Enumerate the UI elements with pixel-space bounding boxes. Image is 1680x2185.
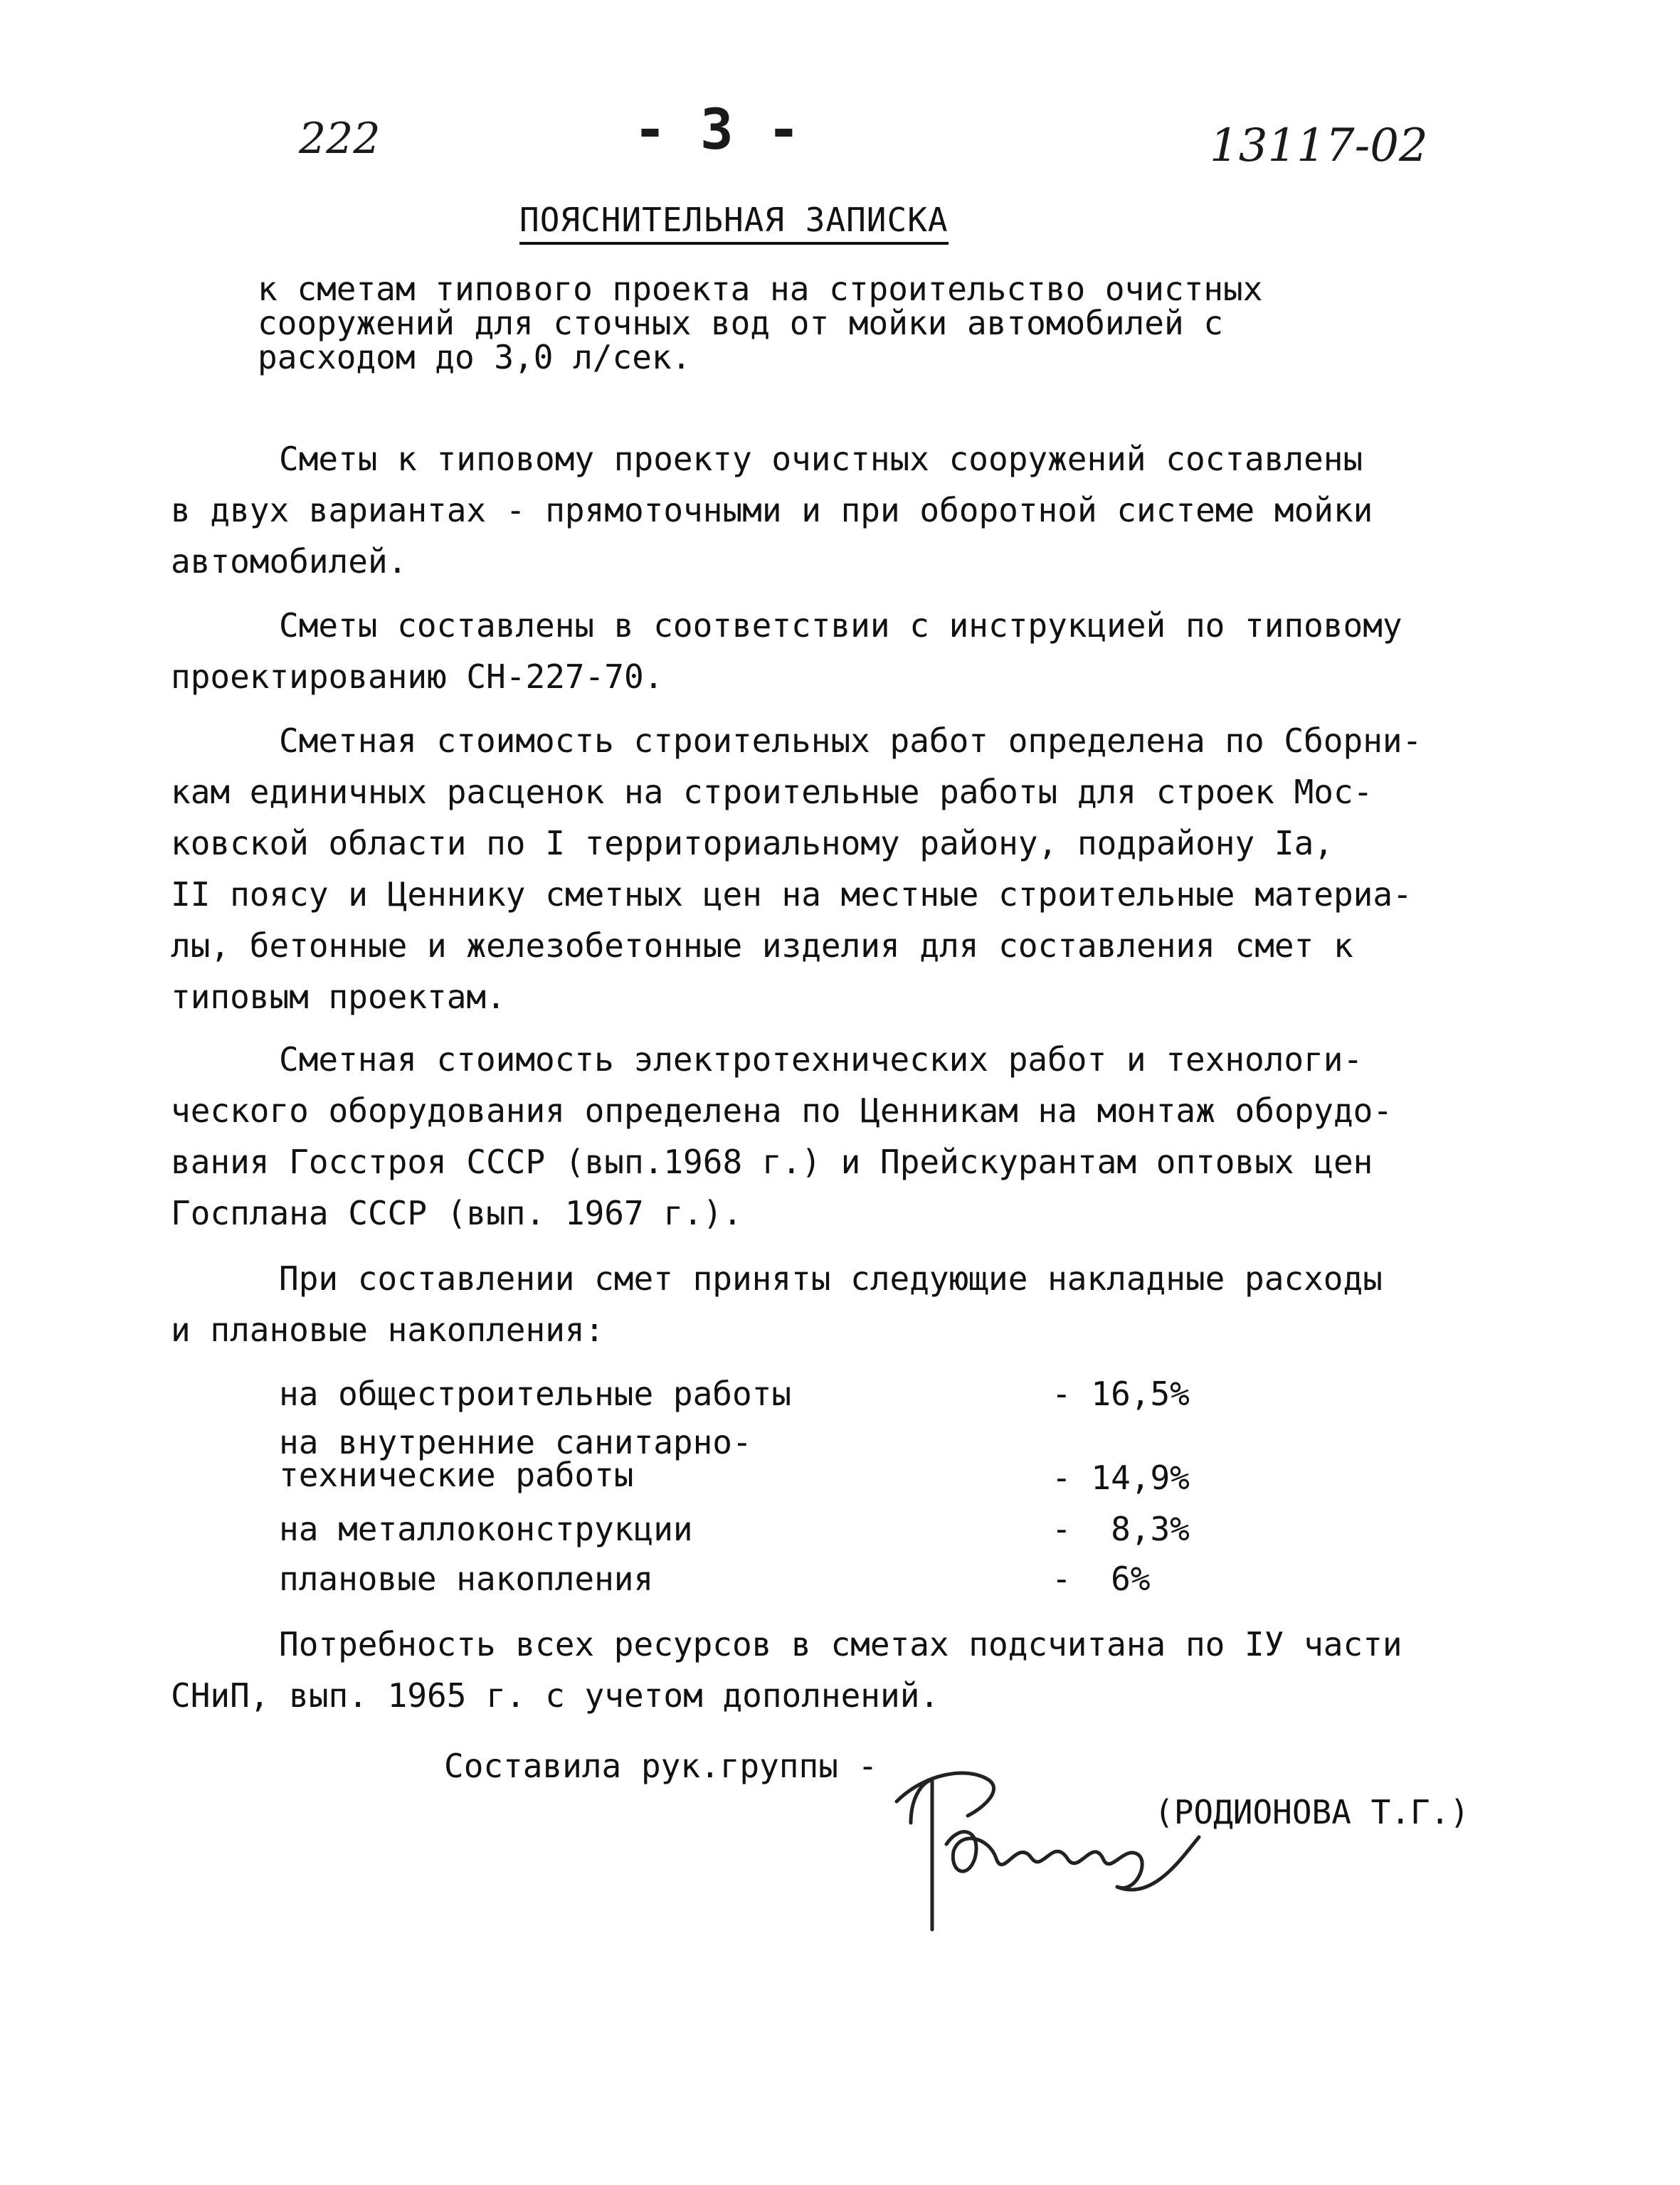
closing-line: СНиП, вып. 1965 г. с учетом дополнений. bbox=[171, 1676, 940, 1715]
rate-label: плановые накопления bbox=[279, 1560, 654, 1598]
rate-label: на металлоконструкции bbox=[279, 1510, 693, 1548]
paragraph-line: Сметы составлены в соответствии с инструкцией по типовому bbox=[279, 606, 1402, 645]
paragraph-line: Госплана СССР (вып. 1967 г.). bbox=[171, 1194, 743, 1232]
paragraph-line: Сметы к типовому проекту очистных сооружений составлены bbox=[279, 440, 1363, 478]
paragraph-line: При составлении смет приняты следующие накладные расходы bbox=[279, 1259, 1383, 1298]
subtitle-line: сооружений для сточных вод от мойки автомобилей с bbox=[258, 304, 1224, 342]
paragraph-line: проектированию СН-227-70. bbox=[171, 657, 664, 696]
paragraph-line: Сметная стоимость строительных работ определена по Сборни- bbox=[279, 721, 1422, 760]
paragraph-line: ковской области по I территориальному району, подрайону Iа, bbox=[171, 824, 1333, 862]
signer-name: (РОДИОНОВА Т.Г.) bbox=[1154, 1793, 1470, 1831]
paragraph-line: кам единичных расценок на строительные работы для строек Мос- bbox=[171, 773, 1373, 811]
rate-label: на внутренние санитарно- технические работы bbox=[279, 1423, 752, 1494]
paragraph-line: автомобилей. bbox=[171, 542, 408, 581]
header-right-mark: 13117-02 bbox=[1210, 120, 1428, 172]
paragraph-line: ческого оборудования определена по Ценникам на монтаж оборудо- bbox=[171, 1091, 1393, 1130]
handwritten-signature bbox=[882, 1752, 1224, 1937]
rate-label: на общестроительные работы bbox=[279, 1375, 792, 1413]
header-left-mark: 222 bbox=[299, 114, 381, 164]
paragraph-line: типовым проектам. bbox=[171, 978, 506, 1016]
rate-value: - 8,3% bbox=[1052, 1510, 1190, 1548]
paragraph-line: вания Госстроя СССР (вып.1968 г.) и Прейскурантам оптовых цен bbox=[171, 1143, 1373, 1181]
subtitle-line: расходом до 3,0 л/сек. bbox=[258, 338, 692, 376]
paragraph-line: и плановые накопления: bbox=[171, 1311, 605, 1349]
rate-value: - 16,5% bbox=[1052, 1375, 1190, 1413]
subtitle-line: к сметам типового проекта на строительство очистных bbox=[258, 270, 1263, 308]
paragraph-line: II поясу и Ценнику сметных цен на местные строительные материа- bbox=[171, 875, 1412, 914]
rate-value: - 14,9% bbox=[1052, 1459, 1190, 1497]
paragraph-line: Сметная стоимость электротехнических работ и технологи- bbox=[279, 1040, 1363, 1079]
signature-label: Составила рук.группы - bbox=[444, 1747, 878, 1785]
closing-line: Потребность всех ресурсов в сметах подсчитана по IУ части bbox=[279, 1625, 1402, 1663]
rate-value: - 6% bbox=[1052, 1560, 1151, 1598]
paragraph-line: лы, бетонные и железобетонные изделия для составления смет к bbox=[171, 926, 1353, 965]
paragraph-line: в двух вариантах - прямоточными и при оборотной системе мойки bbox=[171, 491, 1373, 529]
page-number: - 3 - bbox=[633, 98, 801, 162]
document-title: ПОЯСНИТЕЛЬНАЯ ЗАПИСКА bbox=[519, 201, 949, 245]
